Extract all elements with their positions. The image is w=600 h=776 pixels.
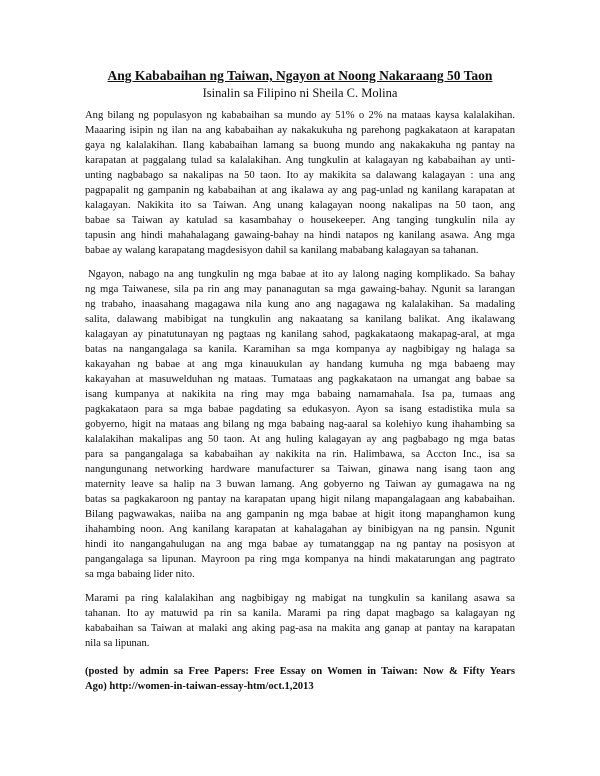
text-line: kalalakihan makalipas ang 50 taon. At ang huling kalagayan ay ang pagbabago ng mga batas [85, 434, 515, 445]
text-line: Marami pa ring kalalakihan ang nagbibigay ng mabigat na tungkulin sa kanilang asawa sa [85, 593, 515, 604]
text-line: para sa pangangalaga sa kababaihan ay nakikita na rin. Halimbawa, sa Accton Inc., isa sa [85, 449, 515, 460]
text-line: batas sa pagkakaroon ng pantay na karapatan upang higit nilang mapangalagaan ang kababaihan. [85, 494, 515, 505]
text-line: kakayahan at masuwelduhan ng mataas. Tumataas ang pagkakataon na umangat ang babae sa [85, 374, 515, 385]
document-title: Ang Kababaihan ng Taiwan, Ngayon at Noong Nakaraang 50 Taon [107, 68, 493, 83]
text-line: nangungunang networking hardware manufacturer sa Taiwan, ginawa nang isang taon ang [85, 464, 515, 475]
text-line: unting nagbabago sa nakalipas na 50 taon. Ito ay makikita sa dalawang kalagayan : una ang [85, 170, 515, 181]
text-line: kalagayan. Nakikita ito sa Taiwan. Ang unang kalagayan noong nakalipas na 50 taon, ang [85, 200, 515, 211]
text-line: babae sa Taiwan ay katulad sa kasambahay o housekeeper. Ang tanging tungkulin nila ay [85, 215, 515, 226]
text-line: pangangalaga sa lipunan. Mayroon pa ring mga kompanya na hindi makatarungan ang pagtrato [85, 554, 515, 565]
text-line: karapatan at paggalang tulad sa kalalakihan. Ang tungkulin at kalagayan ng kababaihan ay unti- [85, 155, 515, 166]
text-line: batas na nangangalaga sa kanila. Karamihan sa mga kompanya ay nagbibigay ng halaga sa [85, 344, 515, 355]
text-line: kababaihan sa Taiwan at malaki ang aking pag-asa na makita ang ganap at pantay na karapatan [85, 623, 515, 634]
paragraph [85, 591, 515, 651]
text-line: (posted by admin sa Free Papers: Free Essay on Women in Taiwan: Now & Fifty Years [85, 666, 515, 677]
text-line: gaya ng kalalakihan. Ilang kababaihan lamang sa buong mundo ang nakakakuha ng pantay na [85, 140, 515, 151]
text-line: isang kumpanya at nakikita na ring may mga babaing namamahala. Isa pa, tumaas ang [85, 389, 515, 400]
paragraph [85, 108, 515, 258]
text-line: Maaaring isipin ng ilan na ang kababaihan ay nakakukuha ng parehong pagkakataon at karapatan [85, 125, 515, 136]
text-line: Ago) http://women-in-taiwan-essay-htm/oct.1,2013 [85, 681, 314, 692]
text-line: ng mga Taiwanese, sila pa rin ang may pananagutan sa mga gawaing-bahay. Ngunit sa larangan [85, 284, 515, 295]
text-line: ihahambing noon. Ang kanilang karapatan at kahalagahan ay binibigyan na ng pansin. Ngunit [85, 524, 515, 535]
text-line: tapusin ang hindi mahahalagang gawaing-bahay na hindi natapos ng kanilang asawa. Ang mga [85, 230, 515, 241]
text-line: sa mga babaing lider nito. [85, 569, 195, 580]
document-subtitle: Isinalin sa Filipino ni Sheila C. Molina [202, 86, 398, 100]
text-line: hindi ito nangangahulugan na ang mga babae ay tumatanggap na ng pantay na posisyon at [85, 539, 515, 550]
text-line: Ang bilang ng populasyon ng kababaihan sa mundo ay 51% o 2% na mataas kaysa kalalakihan. [85, 110, 515, 121]
text-line: tahanan. Ito ay matuwid pa rin sa kanila. Marami pa ring dapat magbago sa kalagayan ng [85, 608, 515, 619]
text-line: Bilang pagwawakas, naiiba na ang gampanin ng mga babae at higit itong mapanghamon kung [85, 509, 515, 520]
text-line: nila sa lipunan. [85, 638, 150, 649]
source-citation [85, 664, 515, 694]
paragraph [85, 267, 515, 582]
text-line: pagkakataon para sa mga babae pagdating sa edukasyon. Ayon sa isang estadistika mula sa [85, 404, 515, 415]
text-line: Ngayon, nabago na ang tungkulin ng mga babae at ito ay lalong naging komplikado. Sa bahay [88, 269, 515, 280]
text-line: pagpapalit ng gampanin ng kababaihan at ang ikalawa ay ang pag-unlad ng kanilang karapatan at [85, 185, 515, 196]
text-line: kakayahan ng babae at ang mga kinauukulan ay handang kumuha ng mga babaeng may [85, 359, 515, 370]
text-line: ng trabaho, inaasahang magagawa nila kung ano ang nagagawa ng kalalakihan. Sa madaling [85, 299, 515, 310]
text-line: kalagayan ay pinatutunayan ng pagtaas ng kanilang sahod, pagkakataong makapag-aral, at mga [85, 329, 515, 340]
text-line: maternity leave sa halip na 3 buwan lamang. Ang gobyerno ng Taiwan ay gumagawa na ng [85, 479, 515, 490]
text-line: babae ay walang karapatang magdesisyon dahil sa kanilang mababang kalagayan sa tahanan. [85, 245, 479, 256]
document-body [85, 108, 515, 703]
text-line: salita, dalawang mabibigat na tungkulin ang nakaatang sa kanilang balikat. Ang ikalawang [85, 314, 515, 325]
text-line: gobyerno, higit na mataas ang bilang ng mga babaing nag-aaral sa kolehiyo kung ihahambing sa [85, 419, 515, 430]
